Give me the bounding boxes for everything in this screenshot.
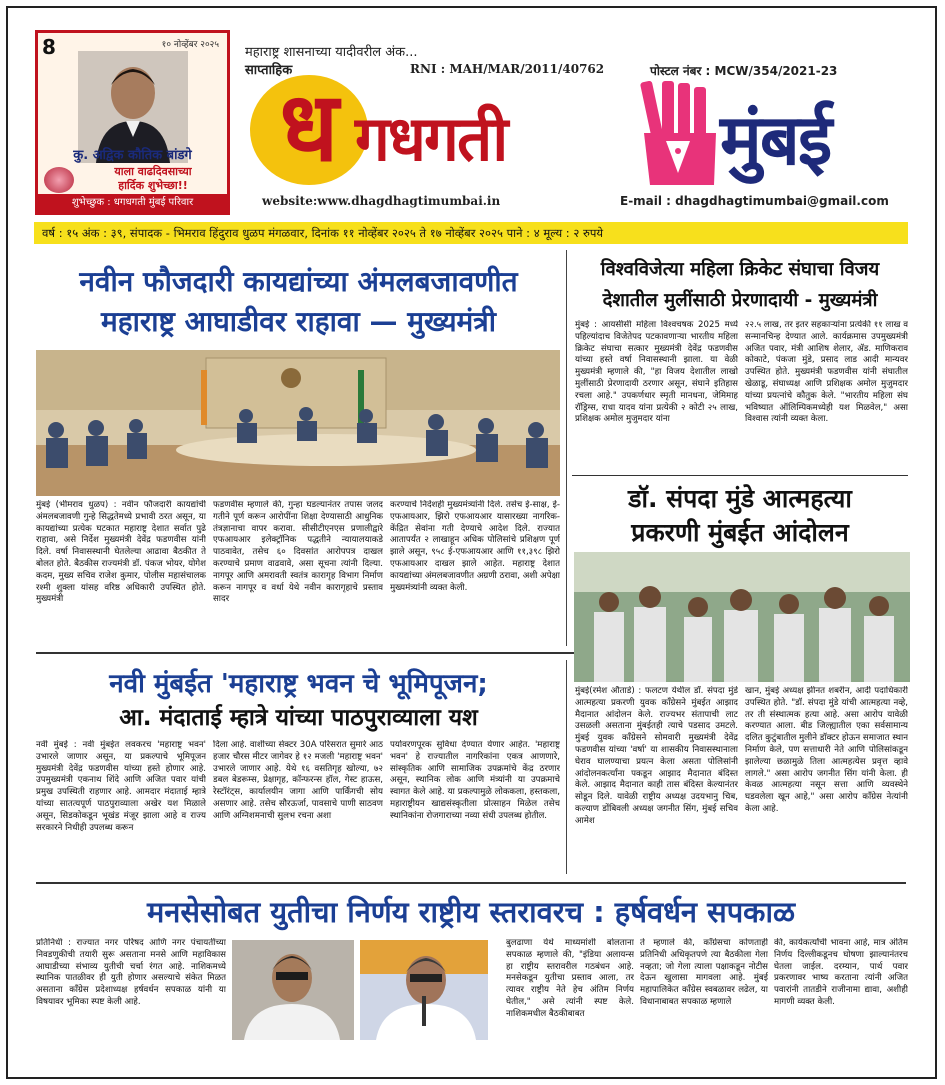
story1-column: फडणवीस म्हणाले की, गुन्हा घडल्यानंतर तपास जलद गतीने पूर्ण करून आरोपींना शिक्षा देण्यासाठी आधुनिक तंत्रज्ञानाचा वापर करावा. सीसीटीएनएस प्रणालीद्वारे एफआयआर इलेक्ट्रॉनिक पद्धतीने न्यायालयाकडे पाठवावेत, तसेच ६० दिवसांत आरोपपत्र दाखल करण्याचे प्रमाण वाढवावे, असा सूचना त्यांनी दिल्या. नागपूर आणि अमरावती स्वतंत्र कारागृह विभाग निर्माण करून नागपूर व वर्धा येथे नवीन कारागृहाचे प्रस्ताव सादर bbox=[213, 500, 383, 605]
weekly-label: साप्ताहिक bbox=[245, 63, 293, 78]
story5-column: बुलढाणा येथे माध्यमांशी बोलताना सपकाळ म्हणाले की, "इंडिया अलायन्स हा राष्ट्रीय स्तरावरील गठबंधन आहे. मनसेकडून युतीचा प्रस्ताव आला, तर त्यावर राष्ट्रीय नेते हेच अंतिम निर्णय घेतील," असे त्यांनी स्पष्ट केले. नाशिकमधील बैठकीबाबत bbox=[506, 938, 634, 1019]
story3-column: खान, मुंबई अध्यक्ष झीनत शबरीन, आदी पदाधिकारी उपस्थित होते. "डॉ. संपदा मुंडे यांची आत्महत्या नव्हे, तर ती संस्थात्मक हत्या आहे. असा आरोप यावेळी करण्यात आला. बीड जिल्ह्यातील एका सर्वसामान्य दलित कुटुंबातील मुलीने डॉक्टर होऊन समाजात स्थान निर्माण केले, पण सत्ताधारी नेते आणि पोलिसांकडून झालेल्या छळामुळे तिला आत्महत्येस प्रवृत्त व्हावे लागले." असा आरोप जगनीत सिंग यांनी केला. ही केवळ आत्महत्या नसून सत्ता आणि व्यवस्थेने घडवलेला खून आहे," असा आरोप काँग्रेस नेत्यांनी केला आहे. bbox=[745, 686, 908, 814]
story4-headline: नवी मुंबईत 'महाराष्ट्र भवन चे भूमिपूजन; bbox=[109, 669, 488, 699]
headline-line: विश्वविजेत्या महिला क्रिकेट संघाचा विजय bbox=[600, 259, 880, 280]
rni-number: RNI : MAH/MAR/2011/40762 bbox=[410, 62, 605, 76]
meeting-room-image bbox=[36, 350, 560, 496]
headline-line: महाराष्ट्र आघाडीवर राहावा — मुख्यमंत्री bbox=[100, 305, 497, 338]
wish-line-1: याला वाढदिवसाच्या bbox=[114, 165, 192, 178]
story5-column: प्रतिनिधी : राज्यात नगर परिषद आणि नगर पंचायतींच्या निवडणुकीची तयारी सुरू असताना मनसे आणि महाविकास आघाडीच्या संभाव्य युतीची चर्चा रंगत आहे. नाशिकमध्ये स्थानिक पातळीवर ही युती होणार असल्याचे संकेत मिळत असताना काँग्रेस प्रदेशाध्यक्ष हर्षवर्धन सपकाळ यांनी या विषयावर भूमिका स्पष्ट केली आहे. bbox=[36, 938, 226, 1007]
story3-headline bbox=[572, 482, 908, 550]
meeting-photo bbox=[36, 350, 560, 496]
birthday-wish bbox=[88, 165, 218, 193]
gov-list-note: महाराष्ट्र शासनाच्या यादीवरील अंक... bbox=[245, 45, 418, 60]
issue-info-bar: वर्ष : १५ अंक : ३९, संपादक - भिमराव हिंदुराव धुळप मंगळवार, दिनांक ११ नोव्हेंबर २०२५ ते १७ नोव्हेंबर २०२५ पाने : ४ मूल्य : २ रुपये bbox=[34, 222, 908, 244]
headline-line: देशातील मुलींसाठी प्रेरणादायी - मुख्यमंत्री bbox=[602, 290, 878, 311]
story2-column: मुंबई : आयसीसी महिला विश्वचषक 2025 मध्ये पहिल्यांदाच विजेतेपद पटकावणाऱ्या भारतीय महिला क्रिकेट संघाचा सत्कार मुख्यमंत्री देवेंद्र फडणवीस यांच्या हस्ते वर्षा निवासस्थानी झाला. या वेळी मुख्यमंत्री म्हणाले की, "हा विजय देशातील लाखो मुलींसाठी प्रेरणादायी ठरणार असून, संघाने इतिहास रचला आहे." उपकर्णधार स्मृती मानधना, जेमिमाह रॉड्रिग्स, राधा यादव यांना प्रत्येकी २ कोटी २५ लाख, प्रशिक्षक अमोल मुजुमदार यांना bbox=[575, 320, 738, 425]
rose-icon bbox=[44, 167, 74, 193]
section-divider bbox=[36, 882, 906, 884]
story4-column: दिला आहे. वाशीच्या सेक्टर 30A परिसरात सुमारे आठ हजार चौरस मीटर जागेवर हे १२ मजली 'महाराष्ट्र भवन' उभारले जाणार आहे. येथे १६ वसतिगृह खोल्या, ७२ डबल बेडरूम्स, प्रेक्षागृह, कॉन्फरन्स हॉल, गेस्ट हाऊस, रेस्टॉरंट्स, कार्यालयीन जागा आणि पार्किंगची सोय असणार आहे. तसेच सौरऊर्जा, पावसाचे पाणी साठवण आणि अग्निशमनाची सुलभ रचना अशा bbox=[213, 740, 383, 821]
logo-text-red: गधगती bbox=[355, 102, 507, 175]
section-divider bbox=[572, 475, 908, 476]
leader-photo-left bbox=[232, 940, 354, 1040]
email-link[interactable]: E-mail : dhagdhagtimumbai@gmail.com bbox=[620, 194, 889, 208]
story1-headline bbox=[36, 262, 561, 342]
protest-photo bbox=[574, 552, 910, 682]
protest-crowd-image bbox=[574, 552, 910, 682]
logo-text-blue: मुंबई bbox=[720, 99, 831, 181]
story5-column: ते म्हणाले की, काँग्रेसचा कोणताही प्रतिनिधी अधिकृतपणे त्या बैठकीला गेला नव्हता; जो गेला त्याला पक्षाकडून नोटीस देऊन खुलासा मागवला आहे. मुंबई महापालिकेत काँग्रेस स्वबळावर लढेल, या विधानाबाबत सपकाळ म्हणाले bbox=[640, 938, 768, 1007]
postal-number: पोस्टल नंबर : MCW/354/2021-23 bbox=[650, 64, 838, 78]
headline-line: डॉ. संपदा मुंडे आत्महत्या bbox=[628, 484, 852, 513]
story2-column: २२.५ लाख, तर इतर सहकाऱ्यांना प्रत्येकी ११ लाख व सन्मानचिन्ह देण्यात आले. कार्यक्रमास उपमुख्यमंत्री अजित पवार, मंत्री आशिष शेलार, ॲड. माणिकराव कोकाटे, पंकजा मुंडे, प्रसाद लाड आदी मान्यवर उपस्थित होते. मुख्यमंत्री फडणवीस यांनी संघातील खेळाडू, संघाध्यक्ष आणि प्रशिक्षक अमोल मुजुमदार यांच्या प्रयत्नांचे कौतुक केले. "भारतीय महिला संघ भविष्यात ऑलिम्पिकमध्येही यश मिळवेल," असा विश्वास त्यांनी व्यक्त केला. bbox=[745, 320, 908, 425]
story3-column: मुंबई(रमेश औताडे) : फलटण येथील डॉ. संपदा मुंडे आत्महत्या प्रकरणी युवक काँग्रेसने मुंबईत आझाद मैदानात आंदोलन केले. राज्यभर संतापाची लाट उसळली असताना मुंबईतही त्याचे पडसाद उमटले. मुंबई युवक काँग्रेसने सोमवारी मुख्यमंत्री देवेंद्र फडणवीस यांच्या 'वर्षा' या शासकीय निवासस्थानाला घेराव घालण्याचा प्रयत्न केला असता पोलिसांनी आंदोलनकर्त्यांना पकडून आझाद मैदानात बंदिस्त केले. आझाद मैदानात काही तास बंदिस्त केल्यानंतर सोडून दिले. यावेळी राष्ट्रीय अध्यक्ष उदयभानु चिब, कल्याण डोंबिवली अध्यक्ष जगनीत सिंग, मुंबई सचिव आमेश bbox=[575, 686, 738, 826]
story4-subheadline: आ. मंदाताई म्हात्रे यांच्या पाठपुराव्याला यश bbox=[119, 705, 478, 731]
column-divider bbox=[566, 250, 567, 646]
story4-column: नवी मुंबई : नवी मुंबईत लवकरच 'महाराष्ट्र भवन' उभारले जाणार असून, या प्रकल्पाचे भूमिपूजन मुख्यमंत्री देवेंद्र फडणवीस यांच्या हस्ते होणार आहे. उपमुख्यमंत्री एकनाथ शिंदे आणि अजित पवार यांची प्रमुख उपस्थिती राहणार आहे. आमदार मंदाताई म्हात्रे यांच्या सातत्यपूर्ण पाठपुराव्याला अखेर यश मिळाले असून, सिडकोकडून भूखंड मंजूर झाला आहे व राज्य सरकारने निधीही उपलब्ध करून bbox=[36, 740, 206, 833]
website-link[interactable]: website:www.dhagdhagtimumbai.in bbox=[262, 194, 501, 208]
headline-line: नवीन फौजदारी कायद्यांच्या अंमलबजावणीत bbox=[79, 265, 518, 298]
story2-headline bbox=[572, 254, 908, 316]
story4-column: पर्यावरणपूरक सुविधा देण्यात येणार आहेत. 'महाराष्ट्र भवन' हे राज्यातील नागरिकांना एकत्र आणणारे, सांस्कृतिक आणि सामाजिक उपक्रमांचे केंद्र ठरणार असून, स्थानिक लोक आणि मंत्र्यांनी या उपक्रमाचे स्वागत केले आहे. या प्रकल्पामुळे लोककला, हस्तकला, महाराष्ट्रीयन खाद्यसंस्कृतीला प्रोत्साहन मिळेल तसेच स्थानिकांना रोजगाराच्या नव्या संधी उपलब्ध होतील. bbox=[390, 740, 560, 821]
raj-thackeray-portrait-image bbox=[232, 940, 354, 1040]
ad-number: 8 bbox=[42, 35, 56, 59]
ad-sponsor: शुभेच्छुक : धगधगती मुंबई परिवार bbox=[38, 194, 227, 212]
birthday-ad bbox=[35, 30, 230, 215]
logo-circle-letter: ध bbox=[250, 75, 368, 185]
raised-fist-pen-icon bbox=[636, 81, 724, 185]
child-name: कु. अद्विक कौतिक बांडगे bbox=[73, 148, 192, 163]
ad-date: १० नोव्हेंबर २०२५ bbox=[161, 40, 219, 50]
story1-column: मुंबई (भीमराव धुळप) : नवीन फौजदारी कायद्यांची अंमलबजावणी गुन्हे सिद्धतेमध्ये प्रभावी ठरत असून, या कायद्यांच्या प्रत्येक घटकात महाराष्ट्र देशात सर्वात पुढे राहावा, असे निर्देश मुख्यमंत्री देवेंद्र फडणवीस यांनी दिले. वर्षा निवासस्थानी घेतलेल्या आढावा बैठकीत ते बोलत होते. बैठकीस राज्यमंत्री डॉ. पंकज भोयर, योगेश कदम, मुख्य सचिव राजेश कुमार, पोलीस महासंचालक रश्मी शुक्ला यांसह वरिष्ठ अधिकारी उपस्थित होते. मुख्यमंत्री bbox=[36, 500, 206, 605]
story5-headline: मनसेसोबत युतीचा निर्णय राष्ट्रीय स्तरावरच : हर्षवर्धन सपकाळ bbox=[146, 895, 796, 929]
story5-column: की, कार्यकर्त्यांची भावना आहे, मात्र अंतिम निर्णय दिल्लीकडूनच घोषणा झाल्यानंतरच घेतला जाईल. दरम्यान, पार्थ पवार प्रकरणावर भाष्य करताना त्यांनी अजित पवारांनी तातडीने राजीनामा द्यावा, अशीही मागणी व्यक्त केली. bbox=[774, 938, 908, 1007]
wish-line-2: हार्दिक शुभेच्छा!! bbox=[118, 179, 188, 192]
harshwardhan-sapkal-portrait-image bbox=[360, 940, 488, 1040]
leader-photo-right bbox=[360, 940, 488, 1040]
column-divider bbox=[566, 660, 567, 874]
headline-line: प्रकरणी मुंबईत आंदोलन bbox=[631, 518, 849, 547]
story1-column: करण्याचे निर्देशही मुख्यमंत्र्यांनी दिले. तसेच ई-साक्ष, ई-एफआयआर, झिरो एफआयआर यासारख्या नागरिक-केंद्रित सेवांना गती देण्याचे आदेश दिले. राज्यात आतापर्यंत २ लाखाहून अधिक पोलिसांचे प्रशिक्षण पूर्ण झाले असून, ९५८ ई-एफआयआर आणि ११,३९८ झिरो एफआयआर दाखल झाले आहेत. महाराष्ट्र देशात कायद्यांच्या अंमलबजावणीत अग्रणी ठरावा, अशी अपेक्षा मुख्यमंत्र्यांनी व्यक्त केली. bbox=[390, 500, 560, 593]
